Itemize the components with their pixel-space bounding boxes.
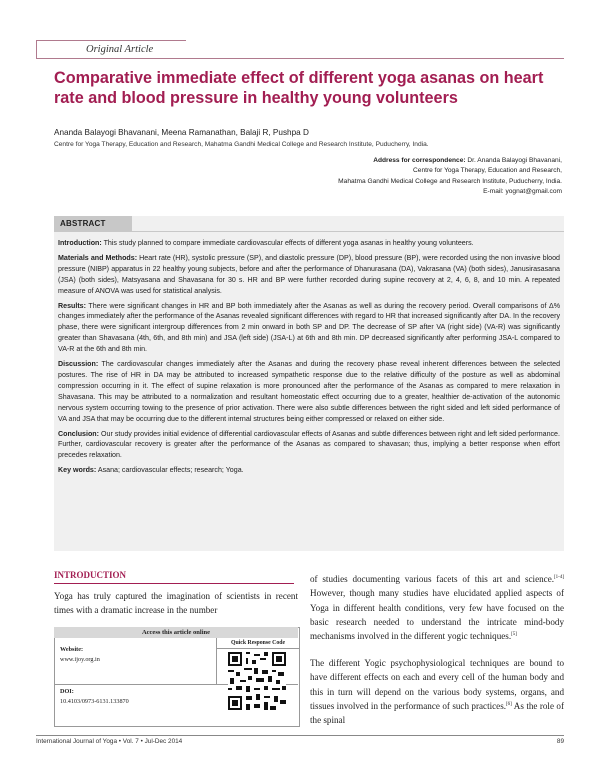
discussion-label: Discussion:: [58, 360, 99, 369]
intro-para1-b: However, though many studies have elucidated applied aspects of Yoga in different health conditions, very few have focused on the basic research needed to understand the intricate mind-body mechanisms involved in the different yogic techniques.: [310, 588, 564, 642]
correspondence-block: [202, 156, 562, 197]
website-link[interactable]: www.ijoy.org.in: [60, 656, 100, 663]
doi-label: DOI:: [60, 688, 74, 695]
abstract-methods: [58, 253, 560, 297]
category-rule: [36, 58, 564, 59]
access-online-header: Access this article online: [54, 627, 298, 638]
correspondence-email: E-mail: yognat@gmail.com: [483, 187, 562, 195]
qr-code-icon[interactable]: [228, 652, 286, 710]
introduction-right-para1: [310, 572, 564, 643]
keywords-label: Key words:: [58, 466, 97, 475]
doi-link[interactable]: 10.4103/0973-6131.133870: [60, 698, 129, 705]
introduction-right-para2: [310, 656, 564, 727]
discussion-text: The cardiovascular changes immediately after the Asanas and during the recovery phase reveal inherent differences between the selected postures. The rise of HR in DA may be attributed to increased sympathetic response due to the relative difficulty of the posture as well as abdominal compression occurring in it. The effect of supine relaxation is more pronounced after the performance of the Asanas as compared to mere relaxation in Shavasana. This may be attributed to a normalization and resultant homeostatic effect occurring due to a greater, healthier de-activation of the autonomic nervous system occurring towing to the presence of prior activation. There were also subtle differences between the right sided and left sided performance of VA and JSA that may be occurring due to the different internal structures being either compressed or relaxed on either side.: [58, 360, 561, 423]
abstract-discussion: [58, 359, 560, 424]
author-list: Ananda Balayogi Bhavanani, Meena Ramanathan, Balaji R, Pushpa D: [54, 128, 309, 137]
ref-link[interactable]: [1-4]: [554, 574, 564, 580]
abstract-conclusion: [58, 429, 560, 462]
journal-footer: International Journal of Yoga • Vol. 7 • Jul-Dec 2014: [36, 738, 183, 745]
footer-rule: [36, 735, 564, 736]
abstract-keywords: [58, 465, 560, 476]
article-title: Comparative immediate effect of different yoga asanas on heart rate and blood pressure in healthy young volunteers: [54, 69, 544, 107]
article-category: Original Article: [86, 44, 154, 55]
intro-text: This study planned to compare immediate cardiovascular effects of different yoga asanas in healthy young volunteers.: [103, 239, 474, 247]
introduction-rule: [54, 583, 294, 584]
page-number: 89: [556, 738, 564, 745]
methods-text: Heart rate (HR), systolic pressure (SP), and diastolic pressure (DP), blood pressure (BP), were recorded using the non invasive blood pressure (NIBP) apparatus in 22 healthy young subjects, before and after the performance of Dhanurasana (DA), Vakrasana (VA) (both sides), Janusirasasana (JSA) (both sides), Matsyasana and Shavasana for 30 s. HR and BP were further recorded during supine recovery at 2, 4, 6, 8, and 10 min. A repeated measure of ANOVA was used for statistical analysis.: [58, 253, 560, 295]
results-text: There were significant changes in HR and BP both immediately after the Asanas as well as during the recovery period. Overall comparisons of Δ% changes immediately after the performance of the Asanas revealed significant differences with regard to HR that increased significantly after DA. In the recovery phase, there were significant intergroup differences from 2 min onward in both SP and DP. The decrease of SP after VA (right side) (VA-R) was significantly greater than Shavasana (4th, 6th, and 8th min) and JSA (left side) (JSA-L) at 6th and 8th min. DP decreased significantly after performing JSA-L compared to VA-R at the 6th and 8th min.: [58, 301, 560, 354]
intro-para2-b: As the role of the spinal: [310, 700, 564, 726]
introduction-left-text: Yoga has truly captured the imagination of scientists in recent times with a dramatic increase in the number: [54, 591, 298, 616]
intro-para2-a: The different Yogic psychophysiological techniques are bound to have different effects on each and every cell of the human body and this in turn will depend on the various body systems, organs, and tissues involved in the performance of such practices.: [310, 658, 564, 711]
correspondence-line1: Dr. Ananda Balayogi Bhavanani,: [467, 157, 562, 164]
access-box-divider: [216, 648, 217, 684]
conclusion-label: Conclusion:: [58, 429, 99, 438]
correspondence-line3: Mahatma Gandhi Medical College and Research Institute, Puducherry, India.: [338, 177, 562, 185]
qr-code-label: Quick Response Code: [216, 638, 299, 649]
introduction-heading: INTRODUCTION: [54, 570, 127, 580]
ref-link[interactable]: [5]: [511, 632, 517, 638]
category-border-top: [36, 40, 186, 41]
keywords-text: Asana; cardiovascular effects; research; Yoga.: [97, 466, 244, 475]
conclusion-text: Our study provides initial evidence of differential cardiovascular effects of Asanas and subtle differences between right and left sided performance. Further, cardiovascular recovery is greater after the performance of the Asanas as compared to shavasan; thus, implying a better response when effort precedes relaxation.: [58, 429, 560, 460]
abstract-heading-rule: [54, 231, 564, 232]
correspondence-line2: Centre for Yoga Therapy, Education and Research,: [413, 167, 562, 175]
abstract-body: [58, 238, 560, 480]
ref-link[interactable]: [6]: [506, 701, 512, 707]
results-label: Results:: [58, 301, 86, 310]
abstract-results: [58, 301, 560, 356]
intro-label: Introduction:: [58, 239, 102, 247]
affiliation: Centre for Yoga Therapy, Education and Research, Mahatma Gandhi Medical College and Research Institute, Puducherry, India.: [54, 141, 429, 148]
abstract-introduction: [58, 238, 560, 249]
correspondence-label: Address for correspondence:: [373, 157, 466, 164]
website-label: Website:: [60, 646, 84, 653]
intro-para1-a: of studies documenting various facets of this art and science.: [310, 574, 554, 584]
category-border: [36, 40, 37, 59]
methods-label: Materials and Methods:: [58, 253, 138, 262]
abstract-heading: ABSTRACT: [60, 219, 106, 228]
